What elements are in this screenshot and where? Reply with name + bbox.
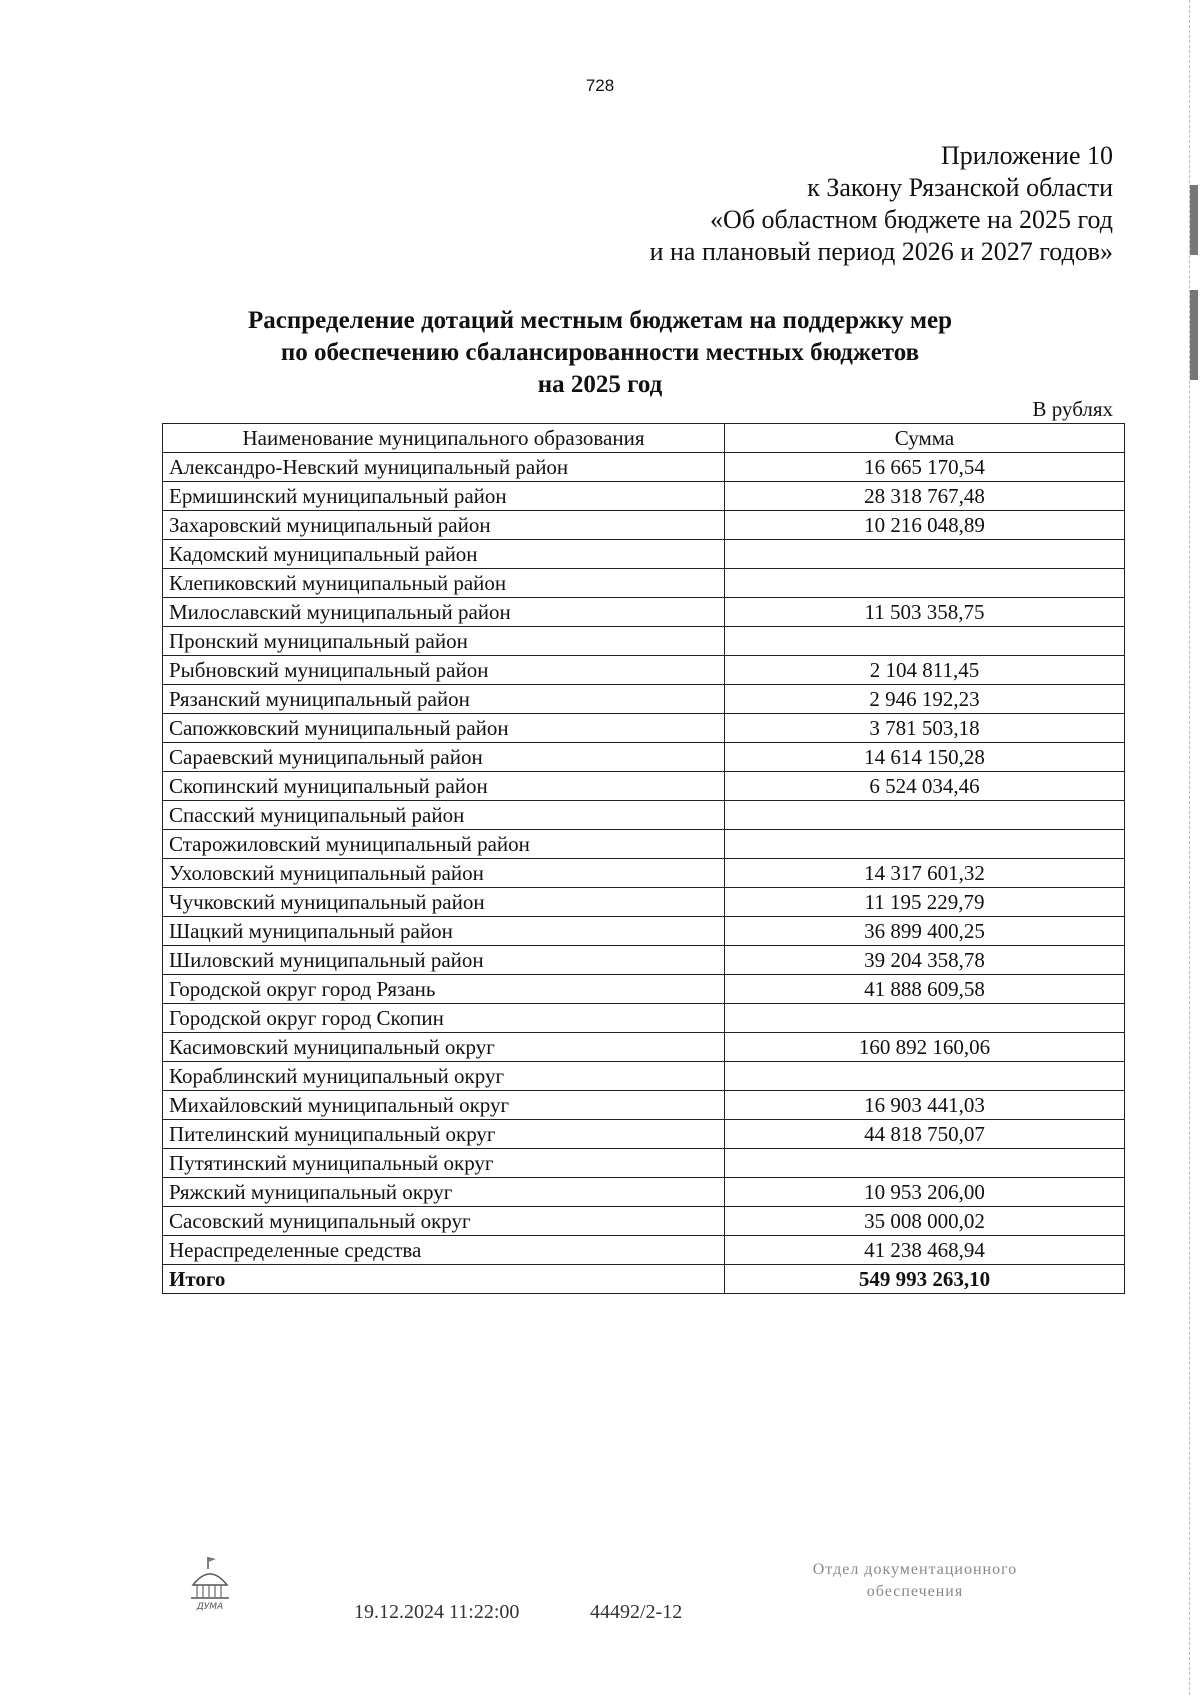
scan-mark <box>1190 185 1198 255</box>
table-row <box>163 1120 1125 1149</box>
appendix-line: «Об областном бюджете на 2025 год <box>710 205 1113 234</box>
table-row <box>163 859 1125 888</box>
amount-cell: 36 899 400,25 <box>725 917 1125 946</box>
amount-cell <box>725 540 1125 569</box>
table-row <box>163 569 1125 598</box>
scan-edge-artifact <box>1189 0 1200 1695</box>
appendix-line: и на плановый период 2026 и 2027 годов» <box>649 237 1113 266</box>
table-row <box>163 946 1125 975</box>
table-row <box>163 1091 1125 1120</box>
table-row <box>163 714 1125 743</box>
title-line: Распределение дотаций местным бюджетам на поддержку мер <box>247 307 952 334</box>
header-name: Наименование муниципального образования <box>163 424 725 453</box>
total-row <box>163 1265 1125 1294</box>
amount-cell: 10 216 048,89 <box>725 511 1125 540</box>
amount-cell: 2 104 811,45 <box>725 656 1125 685</box>
municipality-name-cell: Пителинский муниципальный округ <box>163 1120 725 1149</box>
department-stamp-line: обеспечения <box>866 1583 964 1600</box>
municipality-name-cell: Сапожковский муниципальный район <box>163 714 725 743</box>
footer-code: 44492/2-12 <box>590 1601 683 1623</box>
title-line: на 2025 год <box>537 371 663 398</box>
amount-cell <box>725 801 1125 830</box>
amount-cell: 10 953 206,00 <box>725 1178 1125 1207</box>
municipality-name-cell: Михайловский муниципальный округ <box>163 1091 725 1120</box>
appendix-line: к Закону Рязанской области <box>807 173 1113 202</box>
municipality-name-cell: Захаровский муниципальный район <box>163 511 725 540</box>
amount-cell <box>725 627 1125 656</box>
municipality-name-cell: Касимовский муниципальный округ <box>163 1033 725 1062</box>
amount-cell <box>725 1149 1125 1178</box>
page-number: 728 <box>585 76 615 95</box>
municipality-name-cell: Рязанский муниципальный район <box>163 685 725 714</box>
municipality-name-cell: Ухоловский муниципальный район <box>163 859 725 888</box>
municipality-name-cell: Чучковский муниципальный район <box>163 888 725 917</box>
scan-mark <box>1190 290 1198 380</box>
municipality-name-cell: Александро-Невский муниципальный район <box>163 453 725 482</box>
amount-cell: 16 665 170,54 <box>725 453 1125 482</box>
municipality-name-cell: Шиловский муниципальный район <box>163 946 725 975</box>
table-row <box>163 743 1125 772</box>
amount-cell: 160 892 160,06 <box>725 1033 1125 1062</box>
amount-cell: 2 946 192,23 <box>725 685 1125 714</box>
municipality-name-cell: Городской округ город Рязань <box>163 975 725 1004</box>
amount-cell: 14 614 150,28 <box>725 743 1125 772</box>
table-row <box>163 801 1125 830</box>
amount-cell: 3 781 503,18 <box>725 714 1125 743</box>
table-row <box>163 888 1125 917</box>
table-row <box>163 453 1125 482</box>
amount-cell: 39 204 358,78 <box>725 946 1125 975</box>
table-row <box>163 627 1125 656</box>
table-row <box>163 1178 1125 1207</box>
table-row <box>163 482 1125 511</box>
table-row <box>163 685 1125 714</box>
amount-cell <box>725 1062 1125 1091</box>
table-header-row <box>163 424 1125 453</box>
table-row <box>163 772 1125 801</box>
units-label: В рублях <box>1032 397 1113 421</box>
municipality-name-cell: Милославский муниципальный район <box>163 598 725 627</box>
table-row <box>163 598 1125 627</box>
department-stamp-line: Отдел документационного <box>812 1561 1018 1578</box>
municipality-name-cell: Пронский муниципальный район <box>163 627 725 656</box>
table-row <box>163 975 1125 1004</box>
footer-date: 19.12.2024 11:22:00 <box>354 1601 520 1623</box>
table-row <box>163 1033 1125 1062</box>
municipality-name-cell: Ряжский муниципальный округ <box>163 1178 725 1207</box>
amount-cell: 35 008 000,02 <box>725 1207 1125 1236</box>
municipality-name-cell: Клепиковский муниципальный район <box>163 569 725 598</box>
amount-cell <box>725 830 1125 859</box>
amount-cell: 16 903 441,03 <box>725 1091 1125 1120</box>
amount-cell: 11 195 229,79 <box>725 888 1125 917</box>
document-title <box>160 305 1040 401</box>
municipality-name-cell: Нераспределенные средства <box>163 1236 725 1265</box>
municipality-name-cell: Городской округ город Скопин <box>163 1004 725 1033</box>
amount-cell: 14 317 601,32 <box>725 859 1125 888</box>
table-row <box>163 1236 1125 1265</box>
table-row <box>163 1207 1125 1236</box>
amount-cell: 41 888 609,58 <box>725 975 1125 1004</box>
table-row <box>163 1149 1125 1178</box>
municipality-name-cell: Ермишинский муниципальный район <box>163 482 725 511</box>
table-body <box>163 453 1125 1265</box>
municipality-name-cell: Путятинский муниципальный округ <box>163 1149 725 1178</box>
amount-cell <box>725 1004 1125 1033</box>
municipality-name-cell: Рыбновский муниципальный район <box>163 656 725 685</box>
amount-cell <box>725 569 1125 598</box>
municipality-name-cell: Спасский муниципальный район <box>163 801 725 830</box>
amount-cell: 41 238 468,94 <box>725 1236 1125 1265</box>
appendix-reference <box>650 140 1113 268</box>
header-sum: Сумма <box>725 424 1125 453</box>
municipality-name-cell: Шацкий муниципальный район <box>163 917 725 946</box>
municipality-name-cell: Скопинский муниципальный район <box>163 772 725 801</box>
duma-emblem-icon <box>185 1555 235 1613</box>
municipality-name-cell: Старожиловский муниципальный район <box>163 830 725 859</box>
municipality-name-cell: Кораблинский муниципальный округ <box>163 1062 725 1091</box>
total-label: Итого <box>163 1265 725 1294</box>
municipality-name-cell: Сараевский муниципальный район <box>163 743 725 772</box>
table-row <box>163 540 1125 569</box>
amount-cell: 44 818 750,07 <box>725 1120 1125 1149</box>
table-row <box>163 1004 1125 1033</box>
table-row <box>163 1062 1125 1091</box>
table-row <box>163 656 1125 685</box>
budget-table <box>162 423 1125 1294</box>
stamp-text: ДУМА <box>196 1602 224 1612</box>
municipality-name-cell: Сасовский муниципальный округ <box>163 1207 725 1236</box>
table-row <box>163 830 1125 859</box>
amount-cell: 28 318 767,48 <box>725 482 1125 511</box>
amount-cell: 6 524 034,46 <box>725 772 1125 801</box>
appendix-line: Приложение 10 <box>940 141 1113 170</box>
total-sum: 549 993 263,10 <box>725 1265 1125 1294</box>
title-line: по обеспечению сбалансированности местных бюджетов <box>280 339 920 366</box>
municipality-name-cell: Кадомский муниципальный район <box>163 540 725 569</box>
amount-cell: 11 503 358,75 <box>725 598 1125 627</box>
table-row <box>163 511 1125 540</box>
table-row <box>163 917 1125 946</box>
